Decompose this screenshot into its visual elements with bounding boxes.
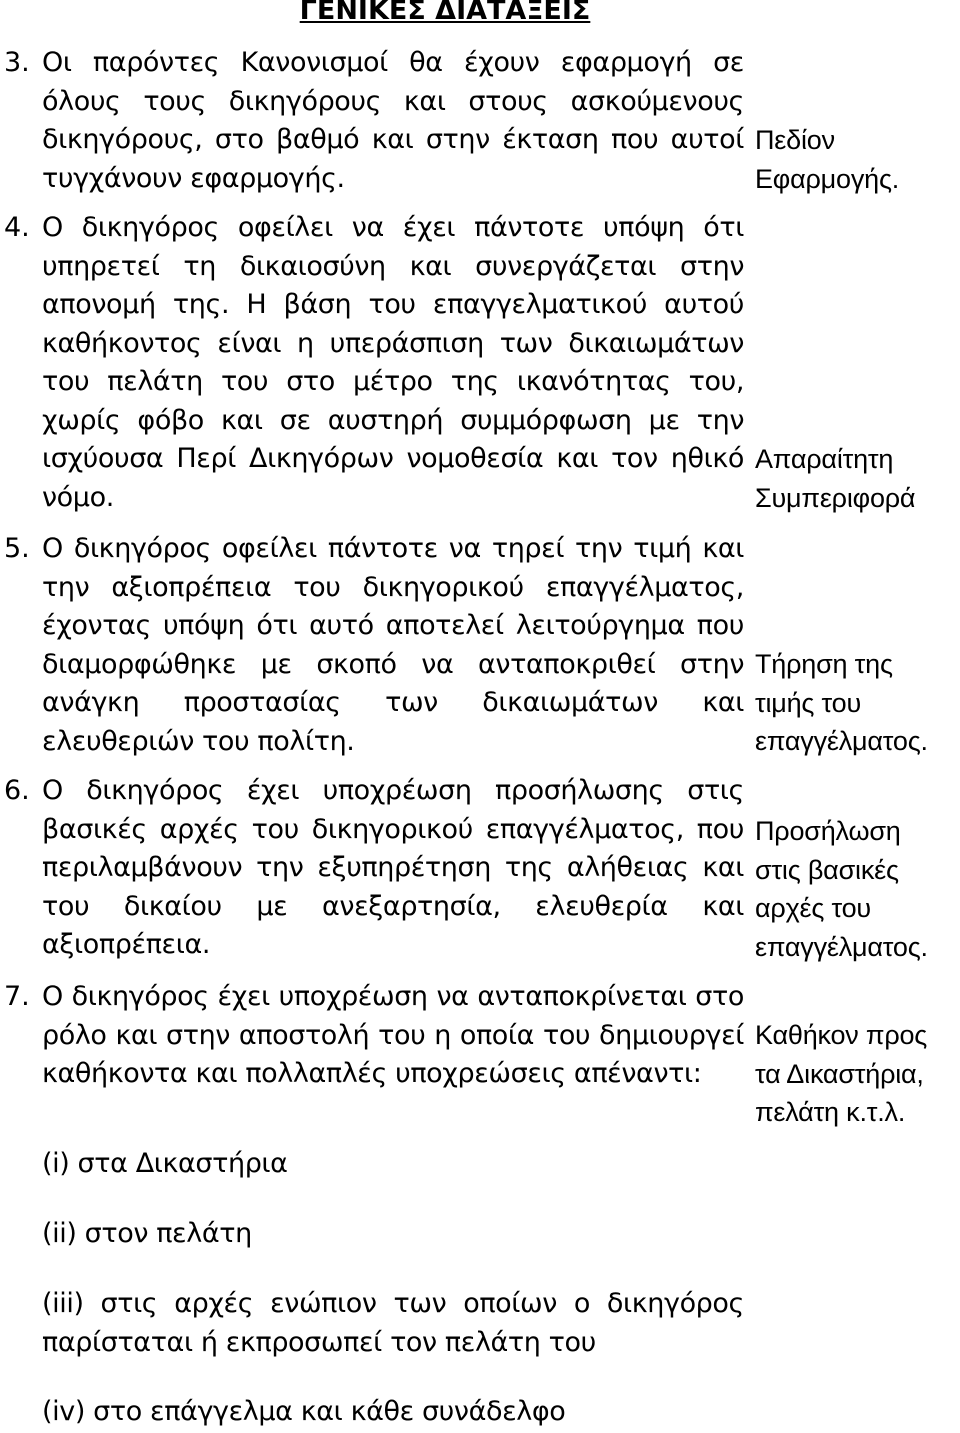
article-text: Ο δικηγόρος οφείλει να έχει πάντοτε υπόψη ότι υπηρετεί τη δικαιοσύνη και συνεργάζεται στην απονομή της. Η βάση του επαγγελματικού αυτού καθήκοντος είναι η υπεράσπιση των δικαιωμάτων του πελάτη του στο μέτρο της ικανότητας του, χωρίς φόβο και σε αυστηρή συμμόρφωση με την ισχύουσα Περί Δικηγόρων νομοθεσία και τον ηθικό νόμο.: [42, 212, 744, 513]
article-text: Ο δικηγόρος έχει υποχρέωση προσήλωσης στις βασικές αρχές του δικηγορικού επαγγέλματος, που περιλαμβάνουν την εξυπηρέτηση της αλήθειας και του δικαίου με ανεξαρτησία, ελευθερία και αξιοπρέπεια.: [42, 775, 744, 960]
article-text: Ο δικηγόρος έχει υποχρέωση να ανταποκρίνεται στο ρόλο και στην αποστολή του η οποία του δημιουργεί καθήκοντα και πολλαπλές υποχρεώσεις απέναντι:: [42, 981, 744, 1089]
sub-item-authorities: (iii) στις αρχές ενώπιον των οποίων ο δικηγόρος παρίσταται ή εκπροσωπεί τον πελάτη του: [42, 1288, 744, 1358]
margin-note-duties: Καθήκον προς τα Δικαστήρια, πελάτη κ.τ.λ.: [755, 1020, 928, 1127]
sub-item-profession: (iv) στο επάγγελμα και κάθε συνάδελφο: [42, 1396, 566, 1427]
article-text: Ο δικηγόρος οφείλει πάντοτε να τηρεί την τιμή και την αξιοπρέπεια του δικηγορικού επαγγέλματος, έχοντας υπόψη ότι αυτό αποτελεί λειτούργημα που διαμορφώθηκε με σκοπό να ανταποκριθεί στην ανάγκη προστασίας των δικαιωμάτων και ελευθεριών του πολίτη.: [42, 533, 744, 757]
sub-item-client: (ii) στον πελάτη: [42, 1218, 252, 1249]
margin-note-principles: Προσήλωση στις βασικές αρχές του επαγγέλματος.: [755, 816, 928, 962]
article-number: 3.: [4, 47, 30, 78]
article-number: 5.: [4, 533, 30, 564]
margin-note-scope: Πεδίον Εφαρμογής.: [755, 125, 900, 194]
margin-note-conduct: Απαραίτητη Συμπεριφορά: [755, 444, 916, 513]
sub-item-courts: (i) στα Δικαστήρια: [42, 1148, 288, 1179]
article-text: Οι παρόντες Κανονισμοί θα έχουν εφαρμογή σε όλους τους δικηγόρους και στους ασκούμενους δικηγόρους, στο βαθμό και στην έκταση που αυτοί τυγχάνουν εφαρμογής.: [42, 47, 744, 194]
article-number: 4.: [4, 212, 30, 243]
margin-note-honour: Τήρηση της τιμής του επαγγέλματος.: [755, 649, 928, 756]
article-number: 6.: [4, 775, 30, 806]
article-number: 7.: [4, 981, 30, 1012]
document-title: ΓΕΝΙΚΕΣ ΔΙΑΤΑΞΕΙΣ: [299, 0, 591, 26]
